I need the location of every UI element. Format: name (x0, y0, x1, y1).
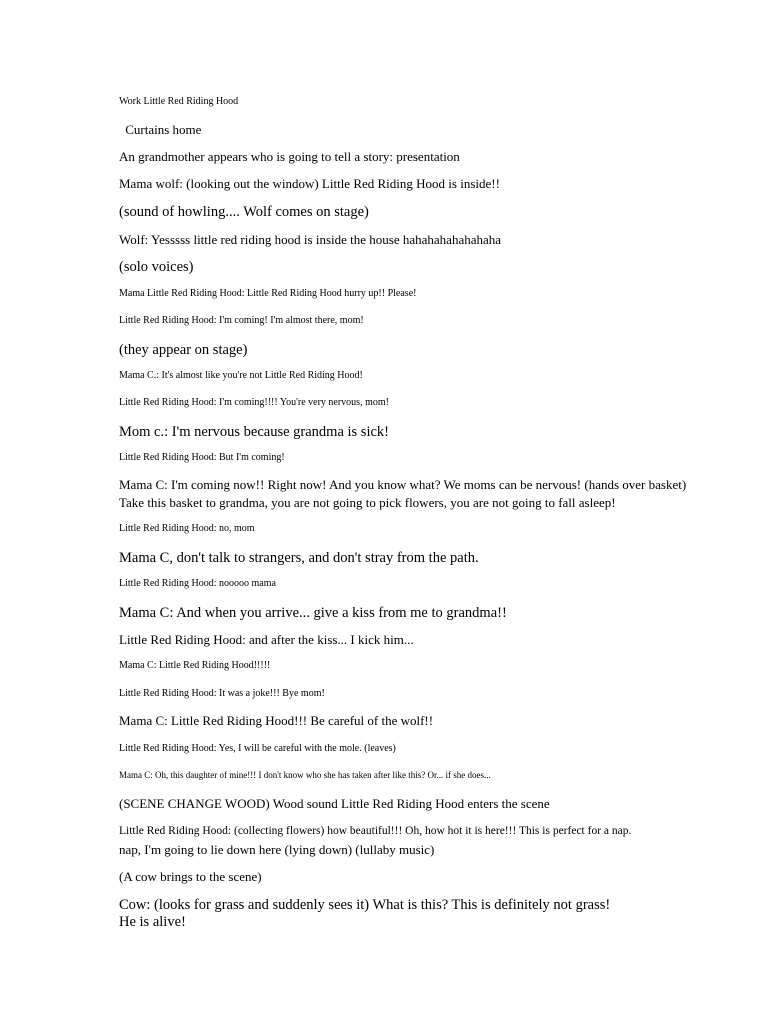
script-line: Little Red Riding Hood: It was a joke!!! Bye mom! (119, 688, 325, 699)
script-line: Little Red Riding Hood: (collecting flowers) how beautiful!!! Oh, how hot it is here!!! This is perfect for a nap. (119, 825, 632, 837)
script-line: Little Red Riding Hood: I'm coming! I'm almost there, mom! (119, 315, 364, 326)
script-line: Take this basket to grandma, you are not going to pick flowers, you are not going to fall asleep! (119, 495, 616, 510)
script-line: An grandmother appears who is going to tell a story: presentation (119, 149, 460, 164)
script-line: Little Red Riding Hood: nooooo mama (119, 578, 276, 589)
stage-direction: (sound of howling.... Wolf comes on stage) (119, 204, 369, 220)
script-line: Little Red Riding Hood: But I'm coming! (119, 452, 285, 463)
script-line: Mama C.: It's almost like you're not Little Red Riding Hood! (119, 370, 363, 381)
script-line: Cow: (looks for grass and suddenly sees it) What is this? This is definitely not grass! (119, 897, 611, 913)
script-line: Mama C: Little Red Riding Hood!!! Be careful of the wolf!! (119, 713, 434, 728)
stage-direction: (they appear on stage) (119, 342, 248, 358)
script-line: Mom c.: I'm nervous because grandma is sick! (119, 424, 389, 440)
script-line: Little Red Riding Hood: and after the kiss... I kick him... (119, 632, 414, 647)
stage-direction: Curtains home (122, 122, 202, 137)
script-line: Mama Little Red Riding Hood: Little Red Riding Hood hurry up!! Please! (119, 288, 417, 299)
script-line: Little Red Riding Hood: I'm coming!!!! You're very nervous, mom! (119, 397, 389, 408)
document-title: Work Little Red Riding Hood (119, 96, 239, 107)
script-line: Mama C: And when you arrive... give a kiss from me to grandma!! (119, 605, 507, 621)
script-line: Mama wolf: (looking out the window) Little Red Riding Hood is inside!! (119, 176, 500, 191)
script-line: Mama C, don't talk to strangers, and don't stray from the path. (119, 550, 479, 566)
script-line: Little Red Riding Hood: no, mom (119, 523, 255, 534)
script-line: Little Red Riding Hood: Yes, I will be careful with the mole. (leaves) (119, 743, 396, 754)
stage-direction: (SCENE CHANGE WOOD) Wood sound Little Red Riding Hood enters the scene (119, 796, 550, 811)
script-line: Wolf: Yesssss little red riding hood is inside the house hahahahahahahaha (119, 232, 502, 247)
script-line: Mama C: I'm coming now!! Right now! And you know what? We moms can be nervous! (hands over basket) (119, 477, 687, 492)
stage-direction: (solo voices) (119, 259, 194, 275)
script-line: Mama C: Oh, this daughter of mine!!! I don't know who she has taken after like this? Or... if she does... (119, 770, 491, 780)
script-line: Mama C: Little Red Riding Hood!!!!! (119, 660, 271, 671)
stage-direction: (A cow brings to the scene) (119, 869, 262, 884)
script-line: He is alive! (119, 914, 186, 930)
script-line: nap, I'm going to lie down here (lying down) (lullaby music) (119, 842, 435, 857)
